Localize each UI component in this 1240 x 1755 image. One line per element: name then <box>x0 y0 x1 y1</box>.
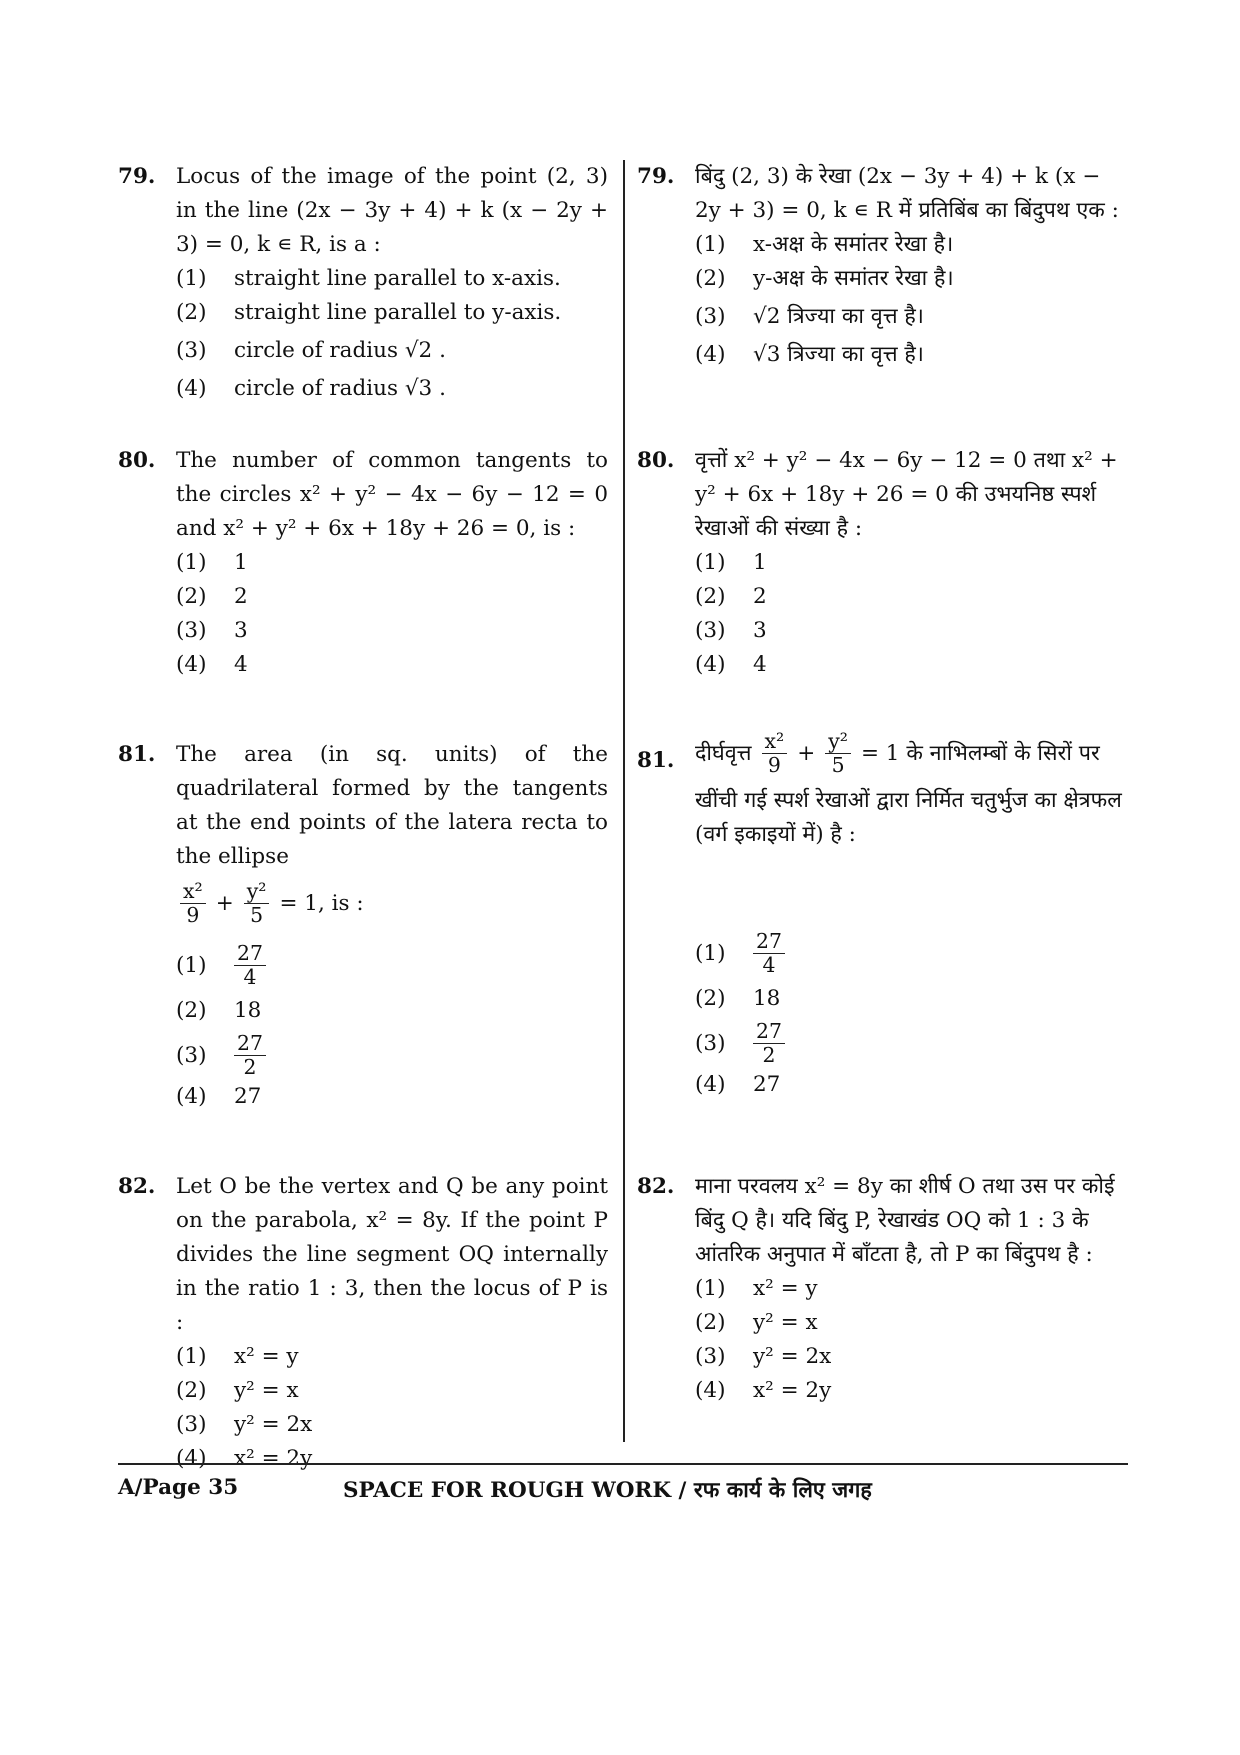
question-text: माना परवलय x² = 8y का शीर्ष O तथा उस पर कोई बिंदु Q है। यदि बिंदु P, रेखाखंड OQ को 1 : 3 के आंतरिक अनुपात में बाँटता है, तो P का बिंदुपथ है : <box>695 1174 1115 1267</box>
question-82 <box>118 1170 608 1476</box>
question-82-hindi <box>637 1170 1127 1408</box>
question-number: 79. <box>118 164 156 189</box>
column-divider <box>623 160 625 1442</box>
option-3[interactable]: (3) √2 त्रिज्या का वृत्त है। <box>695 304 924 329</box>
option-fraction: $\frac{27}{4}$ <box>753 930 785 978</box>
question-79 <box>118 160 608 406</box>
question-text: खींची गई स्पर्श रेखाओं द्वारा निर्मित चतुर्भुज का क्षेत्रफल (वर्ग इकाइयों में) है : <box>695 787 1122 847</box>
question-text: वृत्तों x² + y² − 4x − 6y − 12 = 0 तथा x² + y² + 6x + 18y + 26 = 0 की उभयनिष्ठ स्पर्श रेखाओं की संख्या है : <box>695 448 1118 541</box>
question-80 <box>118 444 608 682</box>
option-2[interactable]: (2) 2 <box>176 584 248 609</box>
option-2[interactable]: (2) y-अक्ष के समांतर रेखा है। <box>695 266 954 291</box>
option-2[interactable]: (2) straight line parallel to y-axis. <box>176 300 562 325</box>
option-1[interactable]: (1) x-अक्ष के समांतर रेखा है। <box>695 232 954 257</box>
question-text: बिंदु (2, 3) के रेखा (2x − 3y + 4) + k (x − 2y + 3) = 0, k ∊ R में प्रतिबिंब का बिंदुपथ एक : <box>695 164 1119 223</box>
question-number: 82. <box>637 1174 675 1199</box>
option-4[interactable]: (4) 4 <box>176 652 248 677</box>
question-number: 80. <box>637 448 675 473</box>
option-4[interactable]: (4) circle of radius √3 . <box>176 376 446 401</box>
option-fraction: $\frac{27}{2}$ <box>753 1020 785 1068</box>
question-number: 80. <box>118 448 156 473</box>
question-79-hindi <box>637 160 1127 372</box>
option-1[interactable]: (1) x² = y <box>176 1344 299 1369</box>
option-4[interactable]: (4) 4 <box>695 652 767 677</box>
option-3[interactable]: (3) 3 <box>695 618 767 643</box>
option-3[interactable]: (3) $\frac{27}{2}$ <box>695 1020 1127 1068</box>
option-2[interactable]: (2) 18 <box>695 985 781 1011</box>
option-3[interactable]: (3) $\frac{27}{2}$ <box>176 1032 608 1080</box>
y-fraction: $\frac{\text{y²}}{5}$ <box>244 880 270 928</box>
question-text: The area (in sq. units) of the quadrilateral formed by the tangents at the end points of the latera recta to the ellipse <box>176 742 608 869</box>
option-4[interactable]: (4) 27 <box>176 1083 262 1109</box>
question-number: 82. <box>118 1174 156 1199</box>
question-text: Let O be the vertex and Q be any point on the parabola, x² = 8y. If the point P divides the line segment OQ internally in the ratio 1 : 3, then the locus of P is : <box>176 1174 608 1335</box>
question-81 <box>118 738 608 1114</box>
option-4[interactable]: (4) 27 <box>695 1071 781 1097</box>
question-number: 79. <box>637 164 675 189</box>
option-3[interactable]: (3) y² = 2x <box>176 1412 313 1437</box>
option-fraction: $\frac{27}{4}$ <box>234 942 266 990</box>
question-80-hindi <box>637 444 1127 682</box>
option-4[interactable]: (4) x² = 2y <box>695 1378 832 1403</box>
ellipse-equation: $\frac{\text{x²}}{9}$ + $\frac{\text{y²}}{5}$ = 1, is : <box>176 880 608 928</box>
option-1[interactable]: (1) 1 <box>695 550 767 575</box>
page-number: A/Page 35 <box>118 1475 239 1500</box>
option-3[interactable]: (3) circle of radius √2 . <box>176 338 446 363</box>
option-1[interactable]: (1) straight line parallel to x-axis. <box>176 266 561 291</box>
option-3[interactable]: (3) 3 <box>176 618 248 643</box>
option-2[interactable]: (2) y² = x <box>176 1378 299 1403</box>
question-number: 81. <box>637 748 675 773</box>
option-4[interactable]: (4) √3 त्रिज्या का वृत्त है। <box>695 342 924 367</box>
question-number: 81. <box>118 742 156 767</box>
x-fraction: $\frac{\text{x²}}{9}$ <box>762 730 788 778</box>
question-text: The number of common tangents to the circles x² + y² − 4x − 6y − 12 = 0 and x² + y² + 6x + 18y + 26 = 0, is : <box>176 448 608 541</box>
option-2[interactable]: (2) y² = x <box>695 1310 818 1335</box>
option-2[interactable]: (2) 18 <box>176 997 262 1023</box>
option-1[interactable]: (1) $\frac{27}{4}$ <box>176 942 608 990</box>
option-fraction: $\frac{27}{2}$ <box>234 1032 266 1080</box>
rough-work-label: SPACE FOR ROUGH WORK / रफ कार्य के लिए जगह <box>343 1478 872 1503</box>
ellipse-equation: दीर्घवृत्त $\frac{\text{x²}}{9}$ + $\frac{\text{y²}}{5}$ = 1 के नाभिलम्बों के सिरों पर <box>695 729 1100 778</box>
question-text: Locus of the image of the point (2, 3) in the line (2x − 3y + 4) + k (x − 2y + 3) = 0, k ∊ R, is a : <box>176 164 608 257</box>
option-1[interactable]: (1) $\frac{27}{4}$ <box>695 930 1127 978</box>
question-81-hindi <box>637 730 1127 1102</box>
x-fraction: $\frac{\text{x²}}{9}$ <box>180 880 206 928</box>
y-fraction: $\frac{\text{y²}}{5}$ <box>825 730 851 778</box>
option-1[interactable]: (1) x² = y <box>695 1276 818 1301</box>
option-4[interactable]: (4) x² = 2y <box>176 1446 313 1471</box>
option-2[interactable]: (2) 2 <box>695 584 767 609</box>
option-1[interactable]: (1) 1 <box>176 550 248 575</box>
option-3[interactable]: (3) y² = 2x <box>695 1344 832 1369</box>
page-footer <box>118 1463 1128 1503</box>
